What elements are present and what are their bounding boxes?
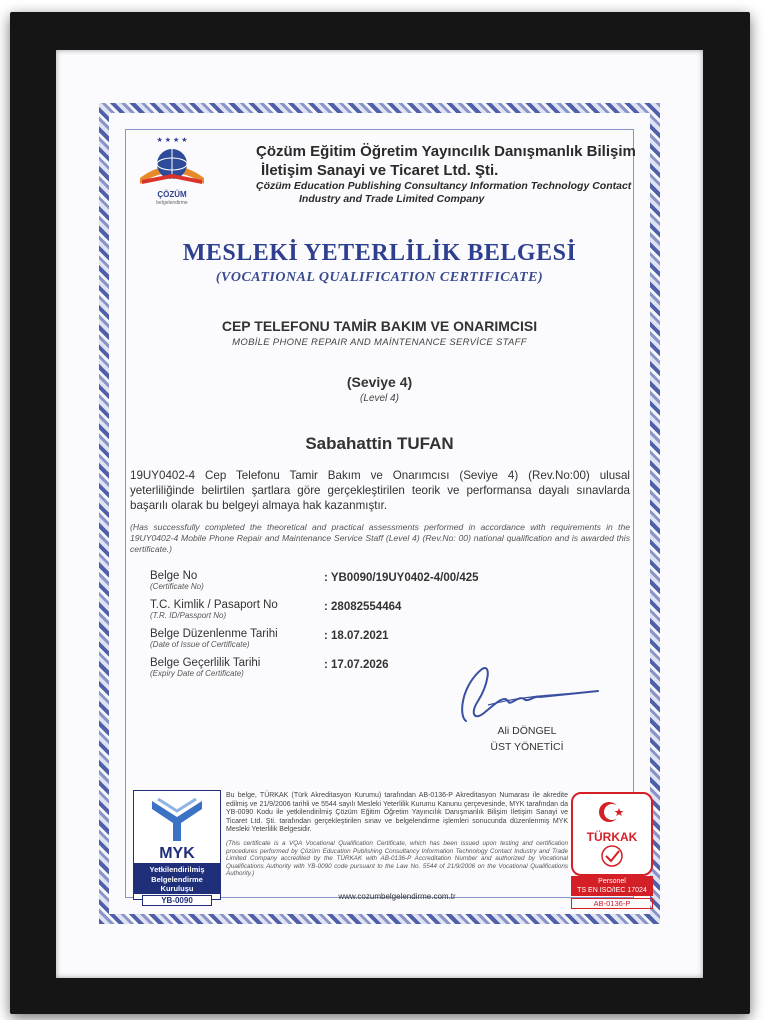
holder-name: Sabahattin TUFAN	[305, 434, 454, 453]
myk-line2: Belgelendirme Kuruluşu	[134, 875, 220, 894]
certificate-subtitle: (VOCATIONAL QUALIFICATION CERTIFICATE)	[215, 270, 544, 285]
field-label-en: (T.R. ID/Passport No)	[150, 611, 227, 620]
footer-url: www.cozumbelgelendirme.com.tr	[338, 892, 456, 901]
field-issue-date	[150, 628, 278, 649]
certificate-paper	[56, 50, 703, 978]
field-label: Belge Geçerlilik Tarihi	[150, 657, 261, 669]
certificate-body-en: (Has successfully completed the theoretical and practical assessments performed in accordance with requirements in the 19UY0402-4 Mobile Phone Repair and Maintenance Service Staff (Level 4) (Rev.No: 00) national qualification and is awarded this certificate.)	[130, 522, 630, 554]
signature	[448, 655, 608, 730]
turkak-logo	[571, 792, 653, 876]
field-value: : YB0090/19UY0402-4/00/425	[324, 572, 479, 584]
crescent-star-icon	[573, 794, 651, 830]
company-name-en-line1: Çözüm Education Publishing Consultancy Information Technology Contact	[256, 180, 632, 192]
logo-tagline: belgelendirme	[156, 200, 188, 206]
occupation-title: CEP TELEFONU TAMİR BAKIM VE ONARIMCISI	[221, 318, 538, 334]
field-certificate-no	[150, 570, 204, 591]
myk-name: MYK	[159, 845, 195, 862]
field-label-en: (Certificate No)	[150, 582, 204, 591]
field-expiry-date	[150, 657, 260, 678]
certificate-title: MESLEKİ YETERLİLİK BELGESİ	[182, 240, 577, 266]
footer-fine-print-en: (This certificate is a VQA Vocational Qualification Certificate, which has been issued upon testing and certification procedures performed by Çözüm Education Publishing Consultancy Information Technology Contact Industry and Trade Limited Company accredited by the TÜRKAK with AB-0136-P Accreditation Number and authorized by Vocational Qualifications Authority with YB-0090 code pursuant to the Law No. 5544 of 21/9/2006 on the Vocational Qualifications Authority.)	[226, 840, 568, 878]
turkak-line1: Personel	[598, 878, 626, 885]
company-name-en-line2: Industry and Trade Limited Company	[299, 193, 485, 205]
field-id-no	[150, 599, 278, 620]
footer-fine-print-tr: Bu belge, TÜRKAK (Türk Akreditasyon Kurumu) tarafından AB-0136-P Akreditasyon Numarası ile akredite edilmiş ve 21/9/2006 tarihli ve 5544 sayılı Mesleki Yeterlilik Kurumu Kanunu çerçevesinde, MYK tarafından da YB-0090 Kodu ile yetkilendirilmiş Çözüm Eğitim Öğretim Yayıncılık Danışmanlık Bilişim İletişim Sanayi ve Ticaret Ltd. Şti. tarafından gerçekleştirilen sınav ve belgelendirme işlemleri sonucunda düzenlenmiş MYK Mesleki Yeterlilik Belgesidir.	[226, 792, 568, 834]
company-name-line2: İletişim Sanayi ve Ticaret Ltd. Şti.	[261, 162, 499, 179]
turkak-line2: TS EN ISO/IEC 17024	[577, 887, 647, 894]
field-label: Belge Düzenlenme Tarihi	[150, 628, 278, 640]
myk-line1: Yetkilendirilmiş	[134, 863, 220, 875]
field-label-en: (Date of Issue of Certificate)	[150, 640, 250, 649]
field-label-en: (Expiry Date of Certificate)	[150, 669, 244, 678]
level: (Seviye 4)	[346, 374, 413, 390]
field-value: : 28082554464	[324, 601, 402, 613]
field-label: T.C. Kimlik / Pasaport No	[150, 599, 278, 611]
checkmark-icon	[573, 844, 651, 868]
myk-logo	[133, 790, 221, 905]
picture-frame	[10, 12, 750, 1014]
signer-title: ÜST YÖNETİCİ	[490, 741, 564, 753]
turkak-name: TÜRKAK	[586, 830, 638, 844]
level-en: (Level 4)	[360, 393, 399, 404]
signer-name: Ali DÖNGEL	[497, 725, 557, 737]
turkak-scope	[571, 876, 653, 896]
myk-code: YB-0090	[142, 895, 212, 906]
myk-emblem-icon	[134, 791, 220, 851]
occupation-title-en: MOBİLE PHONE REPAIR AND MAİNTENANCE SERVİCE STAFF	[232, 337, 527, 348]
field-value: : 17.07.2026	[324, 659, 389, 671]
certificate-body-tr: 19UY0402-4 Cep Telefonu Tamir Bakım ve Onarımcısı (Seviye 4) (Rev.No:00) ulusal yeterliliğinde belirtilen şartlara göre gerçekleştirilen teorik ve performansa dayalı sınavlarda başarılı olarak bu belgeyi almaya hak kazanmıştır.	[130, 469, 630, 512]
field-label: Belge No	[150, 570, 198, 582]
svg-text:★ ★ ★ ★: ★ ★ ★ ★	[156, 137, 188, 144]
company-name-line1: Çözüm Eğitim Öğretim Yayıncılık Danışmanlık Bilişim	[256, 143, 636, 160]
logo-name: ÇÖZÜM	[157, 190, 187, 199]
turkak-code: AB-0136-P	[571, 898, 653, 909]
field-value: : 18.07.2021	[324, 630, 389, 642]
